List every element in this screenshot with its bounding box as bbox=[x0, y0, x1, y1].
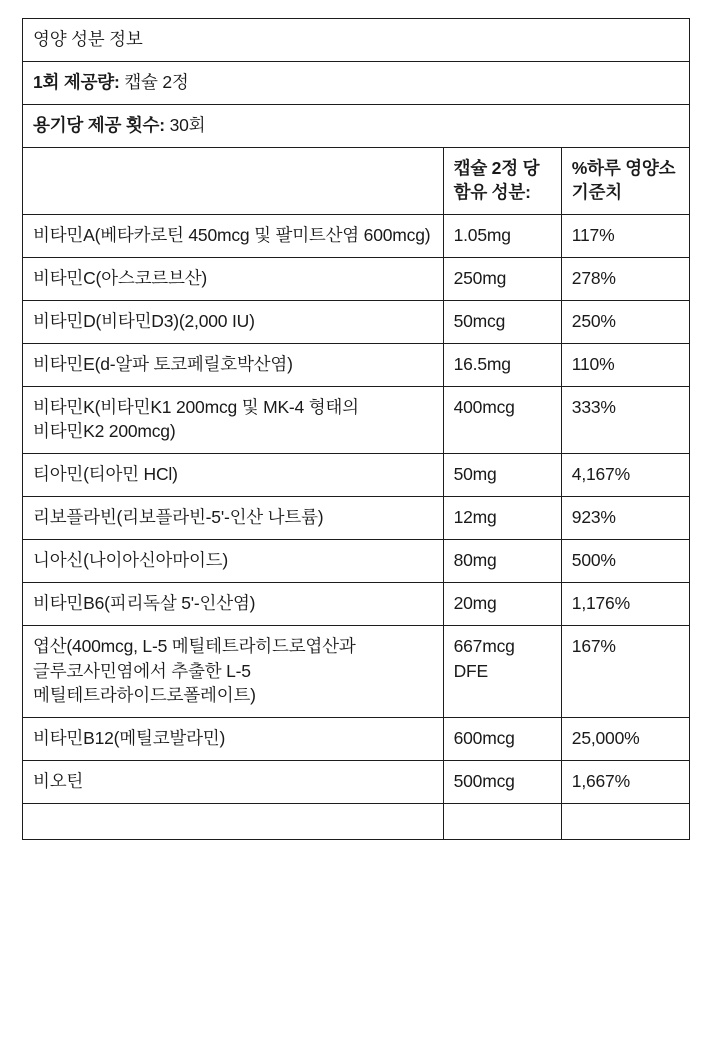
nutrient-daily-value: 117% bbox=[561, 215, 689, 258]
nutrient-amount: 667mcg DFE bbox=[443, 625, 561, 718]
nutrient-name: 비타민C(아스코르브산) bbox=[23, 258, 444, 301]
nutrition-facts-body bbox=[23, 19, 690, 840]
nutrient-name: 비타민A(베타카로틴 450mcg 및 팔미트산염 600mcg) bbox=[23, 215, 444, 258]
nutrient-amount: 80mg bbox=[443, 539, 561, 582]
nutrient-amount: 250mg bbox=[443, 258, 561, 301]
nutrient-daily-value: 923% bbox=[561, 497, 689, 540]
nutrition-facts-title: 영양 성분 정보 bbox=[23, 19, 690, 62]
nutrient-daily-value: 278% bbox=[561, 258, 689, 301]
nutrient-name: 비타민K(비타민K1 200mcg 및 MK-4 형태의 비타민K2 200mcg) bbox=[23, 386, 444, 454]
table-row bbox=[23, 761, 690, 804]
nutrient-name: 비타민D(비타민D3)(2,000 IU) bbox=[23, 300, 444, 343]
nutrient-name: 비오틴 bbox=[23, 761, 444, 804]
nutrition-facts-table bbox=[22, 18, 690, 840]
nutrient-amount-partial bbox=[443, 803, 561, 839]
nutrient-name: 엽산(400mcg, L-5 메틸테트라히드로엽산과 글루코사민염에서 추출한 L-5 메틸테트라하이드로폴레이트) bbox=[23, 625, 444, 718]
table-row bbox=[23, 539, 690, 582]
table-row bbox=[23, 343, 690, 386]
nutrient-amount: 50mcg bbox=[443, 300, 561, 343]
nutrient-name: 리보플라빈(리보플라빈-5'-인산 나트륨) bbox=[23, 497, 444, 540]
nutrient-name-partial bbox=[23, 803, 444, 839]
nutrient-amount: 12mg bbox=[443, 497, 561, 540]
nutrient-daily-value: 110% bbox=[561, 343, 689, 386]
table-row bbox=[23, 497, 690, 540]
nutrient-name: 티아민(티아민 HCl) bbox=[23, 454, 444, 497]
nutrient-amount: 50mg bbox=[443, 454, 561, 497]
nutrient-name: 비타민B6(피리독살 5'-인산염) bbox=[23, 582, 444, 625]
serving-size-cell bbox=[23, 61, 690, 104]
nutrient-daily-value: 250% bbox=[561, 300, 689, 343]
nutrient-amount: 600mcg bbox=[443, 718, 561, 761]
nutrient-amount: 20mg bbox=[443, 582, 561, 625]
servings-per-container-cell bbox=[23, 104, 690, 147]
nutrient-daily-value: 1,667% bbox=[561, 761, 689, 804]
nutrient-daily-value: 500% bbox=[561, 539, 689, 582]
nutrient-amount: 1.05mg bbox=[443, 215, 561, 258]
serving-size-value: 캡슐 2정 bbox=[124, 71, 189, 92]
column-header-row bbox=[23, 147, 690, 215]
nutrient-daily-value: 167% bbox=[561, 625, 689, 718]
header-nutrient bbox=[23, 147, 444, 215]
nutrient-amount: 400mcg bbox=[443, 386, 561, 454]
table-row bbox=[23, 454, 690, 497]
nutrient-daily-value: 4,167% bbox=[561, 454, 689, 497]
header-amount: 캡슐 2정 당 함유 성분: bbox=[443, 147, 561, 215]
nutrient-name: 니아신(나이아신아마이드) bbox=[23, 539, 444, 582]
serving-size-label: 1회 제공량: bbox=[33, 71, 120, 92]
table-row bbox=[23, 582, 690, 625]
nutrient-name: 비타민E(d-알파 토코페릴호박산염) bbox=[23, 343, 444, 386]
servings-per-container-row bbox=[23, 104, 690, 147]
nutrient-daily-value: 1,176% bbox=[561, 582, 689, 625]
servings-per-container-label: 용기당 제공 횟수: bbox=[33, 114, 165, 135]
header-daily-value: %하루 영양소 기준치 bbox=[561, 147, 689, 215]
table-row bbox=[23, 386, 690, 454]
nutrient-daily-value: 333% bbox=[561, 386, 689, 454]
nutrient-amount: 500mcg bbox=[443, 761, 561, 804]
table-row bbox=[23, 625, 690, 718]
table-row bbox=[23, 718, 690, 761]
title-row bbox=[23, 19, 690, 62]
servings-per-container-value: 30회 bbox=[169, 114, 206, 135]
serving-size-row bbox=[23, 61, 690, 104]
table-row bbox=[23, 300, 690, 343]
table-row bbox=[23, 258, 690, 301]
nutrient-name: 비타민B12(메틸코발라민) bbox=[23, 718, 444, 761]
table-row-partial bbox=[23, 803, 690, 839]
table-row bbox=[23, 215, 690, 258]
nutrient-daily-value: 25,000% bbox=[561, 718, 689, 761]
nutrient-daily-value-partial bbox=[561, 803, 689, 839]
nutrient-amount: 16.5mg bbox=[443, 343, 561, 386]
